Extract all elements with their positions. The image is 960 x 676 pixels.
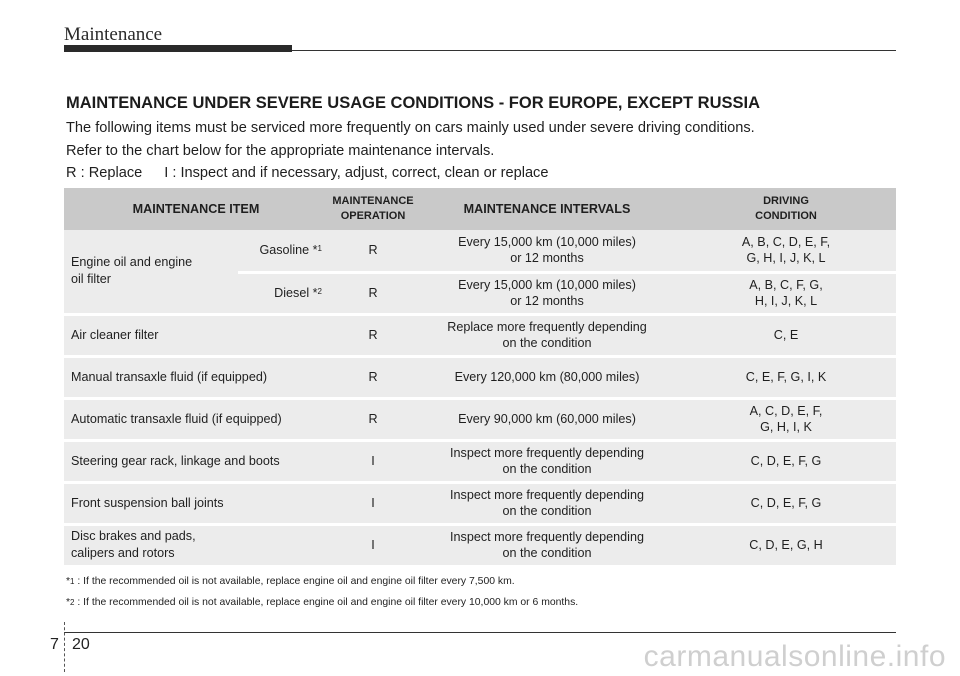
table-row [64,314,896,356]
legend-replace: R : Replace [66,165,143,181]
table-row [64,482,896,524]
engine-oil-item: Engine oil and engine oil filter [64,230,238,314]
operation-cell: I [328,524,418,566]
interval-cell: Inspect more frequently depending on the condition [418,440,676,482]
header-maintenance-item: MAINTENANCE ITEM [64,188,328,230]
legend-inspect: I : Inspect and if necessary, adjust, correct, clean or replace [164,165,549,181]
operation-cell: R [328,356,418,398]
table-row [64,356,896,398]
table-row [64,398,896,440]
condition-cell: C, D, E, F, G [676,482,896,524]
legend-line [66,165,548,181]
condition-cell: C, D, E, F, G [676,440,896,482]
header-maintenance-intervals: MAINTENANCE INTERVALS [418,188,676,230]
operation-cell: R [328,398,418,440]
condition-cell: A, B, C, F, G, H, I, J, K, L [676,272,896,314]
interval-cell: Every 15,000 km (10,000 miles) or 12 months [418,230,676,272]
operation-cell: I [328,482,418,524]
footer-rule [64,632,896,633]
operation-cell: I [328,440,418,482]
interval-cell: Every 15,000 km (10,000 miles) or 12 months [418,272,676,314]
footnote-1: *$^1$ : If the recommended oil is not available, replace engine oil and engine oil filter every 7,500 km. [66,576,515,587]
intro-line-1: The following items must be serviced more frequently on cars mainly used under severe driving conditions. [66,120,755,136]
intro-line-2: Refer to the chart below for the appropriate maintenance intervals. [66,143,495,159]
condition-cell: C, D, E, G, H [676,524,896,566]
condition-cell: A, C, D, E, F, G, H, I, K [676,398,896,440]
condition-cell: C, E, F, G, I, K [676,356,896,398]
item-cell: Manual transaxle fluid (if equipped) [64,356,328,398]
condition-cell: C, E [676,314,896,356]
interval-cell: Every 90,000 km (60,000 miles) [418,398,676,440]
header-driving-condition: DRIVING CONDITION [676,188,896,230]
interval-cell: Inspect more frequently depending on the condition [418,524,676,566]
table-row [64,440,896,482]
page-number: 20 [72,636,90,653]
maintenance-table [64,188,896,568]
operation-cell: R [328,314,418,356]
gasoline-label: Gasoline *$^1$ [238,230,328,272]
item-cell: Automatic transaxle fluid (if equipped) [64,398,328,440]
watermark: carmanualsonline.info [643,640,946,673]
footnote-2: *$^2$ : If the recommended oil is not available, replace engine oil and engine oil filter every 10,000 km or 6 months. [66,597,579,608]
table-row [64,524,896,566]
item-cell: Front suspension ball joints [64,482,328,524]
section-number: 7 [50,636,59,653]
item-cell: Disc brakes and pads, calipers and rotors [64,524,328,566]
item-cell: Air cleaner filter [64,314,328,356]
operation-cell: R [328,230,418,272]
diesel-label: Diesel *$^2$ [238,272,328,314]
section-title: MAINTENANCE UNDER SEVERE USAGE CONDITIONS - FOR EUROPE, EXCEPT RUSSIA [66,94,760,112]
page-header-title: Maintenance [64,24,163,45]
header-accent-bar [64,45,292,52]
interval-cell: Every 120,000 km (80,000 miles) [418,356,676,398]
item-cell: Steering gear rack, linkage and boots [64,440,328,482]
footer-divider [64,622,65,672]
interval-cell: Inspect more frequently depending on the condition [418,482,676,524]
operation-cell: R [328,272,418,314]
table-row [64,230,896,272]
header-maintenance-operation: MAINTENANCE OPERATION [328,188,418,230]
header-rule [292,50,896,51]
condition-cell: A, B, C, D, E, F, G, H, I, J, K, L [676,230,896,272]
interval-cell: Replace more frequently depending on the condition [418,314,676,356]
